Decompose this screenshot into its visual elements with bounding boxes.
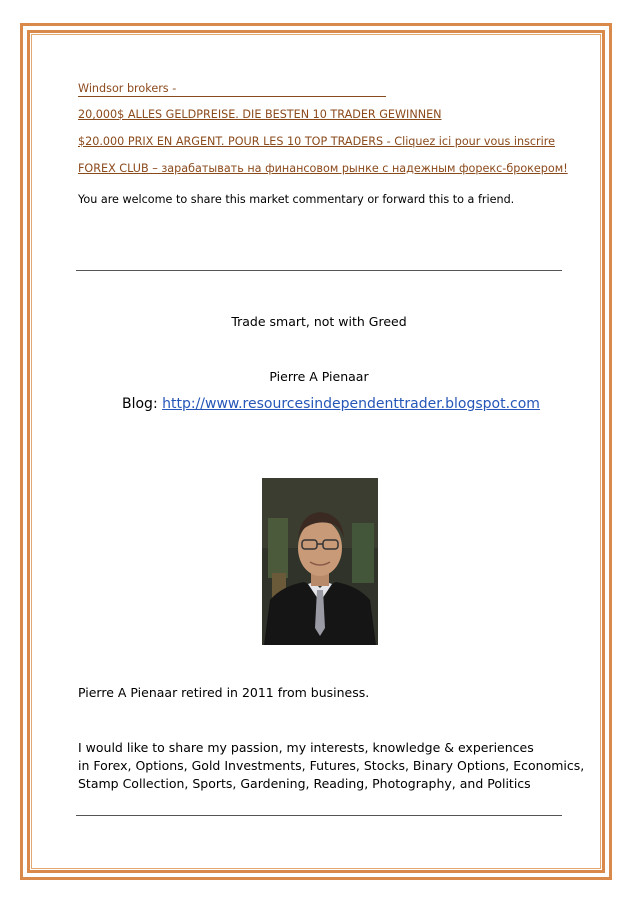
blog-label: Blog:: [122, 396, 158, 412]
author-name: Pierre A Pienaar: [269, 369, 369, 384]
windsor-brokers-link[interactable]: Windsor brokers -: [78, 82, 177, 95]
motto: Trade smart, not with Greed: [231, 314, 407, 329]
passion-line-3: Stamp Collection, Sports, Gardening, Reading, Photography, and Politics: [78, 776, 531, 791]
german-prize-link[interactable]: 20,000$ ALLES GELDPREISE. DIE BESTEN 10 TRADER GEWINNEN: [78, 108, 442, 121]
forex-club-link[interactable]: FOREX CLUB – зарабатывать на финансовом рынке с надежным форекс-брокером!: [78, 162, 568, 175]
passion-line-1: I would like to share my passion, my interests, knowledge & experiences: [78, 740, 534, 755]
passion-line-2: in Forex, Options, Gold Investments, Futures, Stocks, Binary Options, Economics,: [78, 758, 585, 773]
windsor-underline: [78, 96, 386, 97]
blog-link[interactable]: http://www.resourcesindependenttrader.blogspot.com: [162, 396, 540, 412]
divider-top: [76, 270, 562, 271]
divider-bottom: [76, 815, 562, 816]
blog-line: [122, 396, 540, 412]
share-text: You are welcome to share this market commentary or forward this to a friend.: [78, 193, 515, 206]
french-prize-link[interactable]: $20.000 PRIX EN ARGENT. POUR LES 10 TOP TRADERS - Cliquez ici pour vous inscrire: [78, 135, 555, 148]
retired-text: Pierre A Pienaar retired in 2011 from business.: [78, 685, 370, 700]
author-photo: [262, 478, 378, 645]
